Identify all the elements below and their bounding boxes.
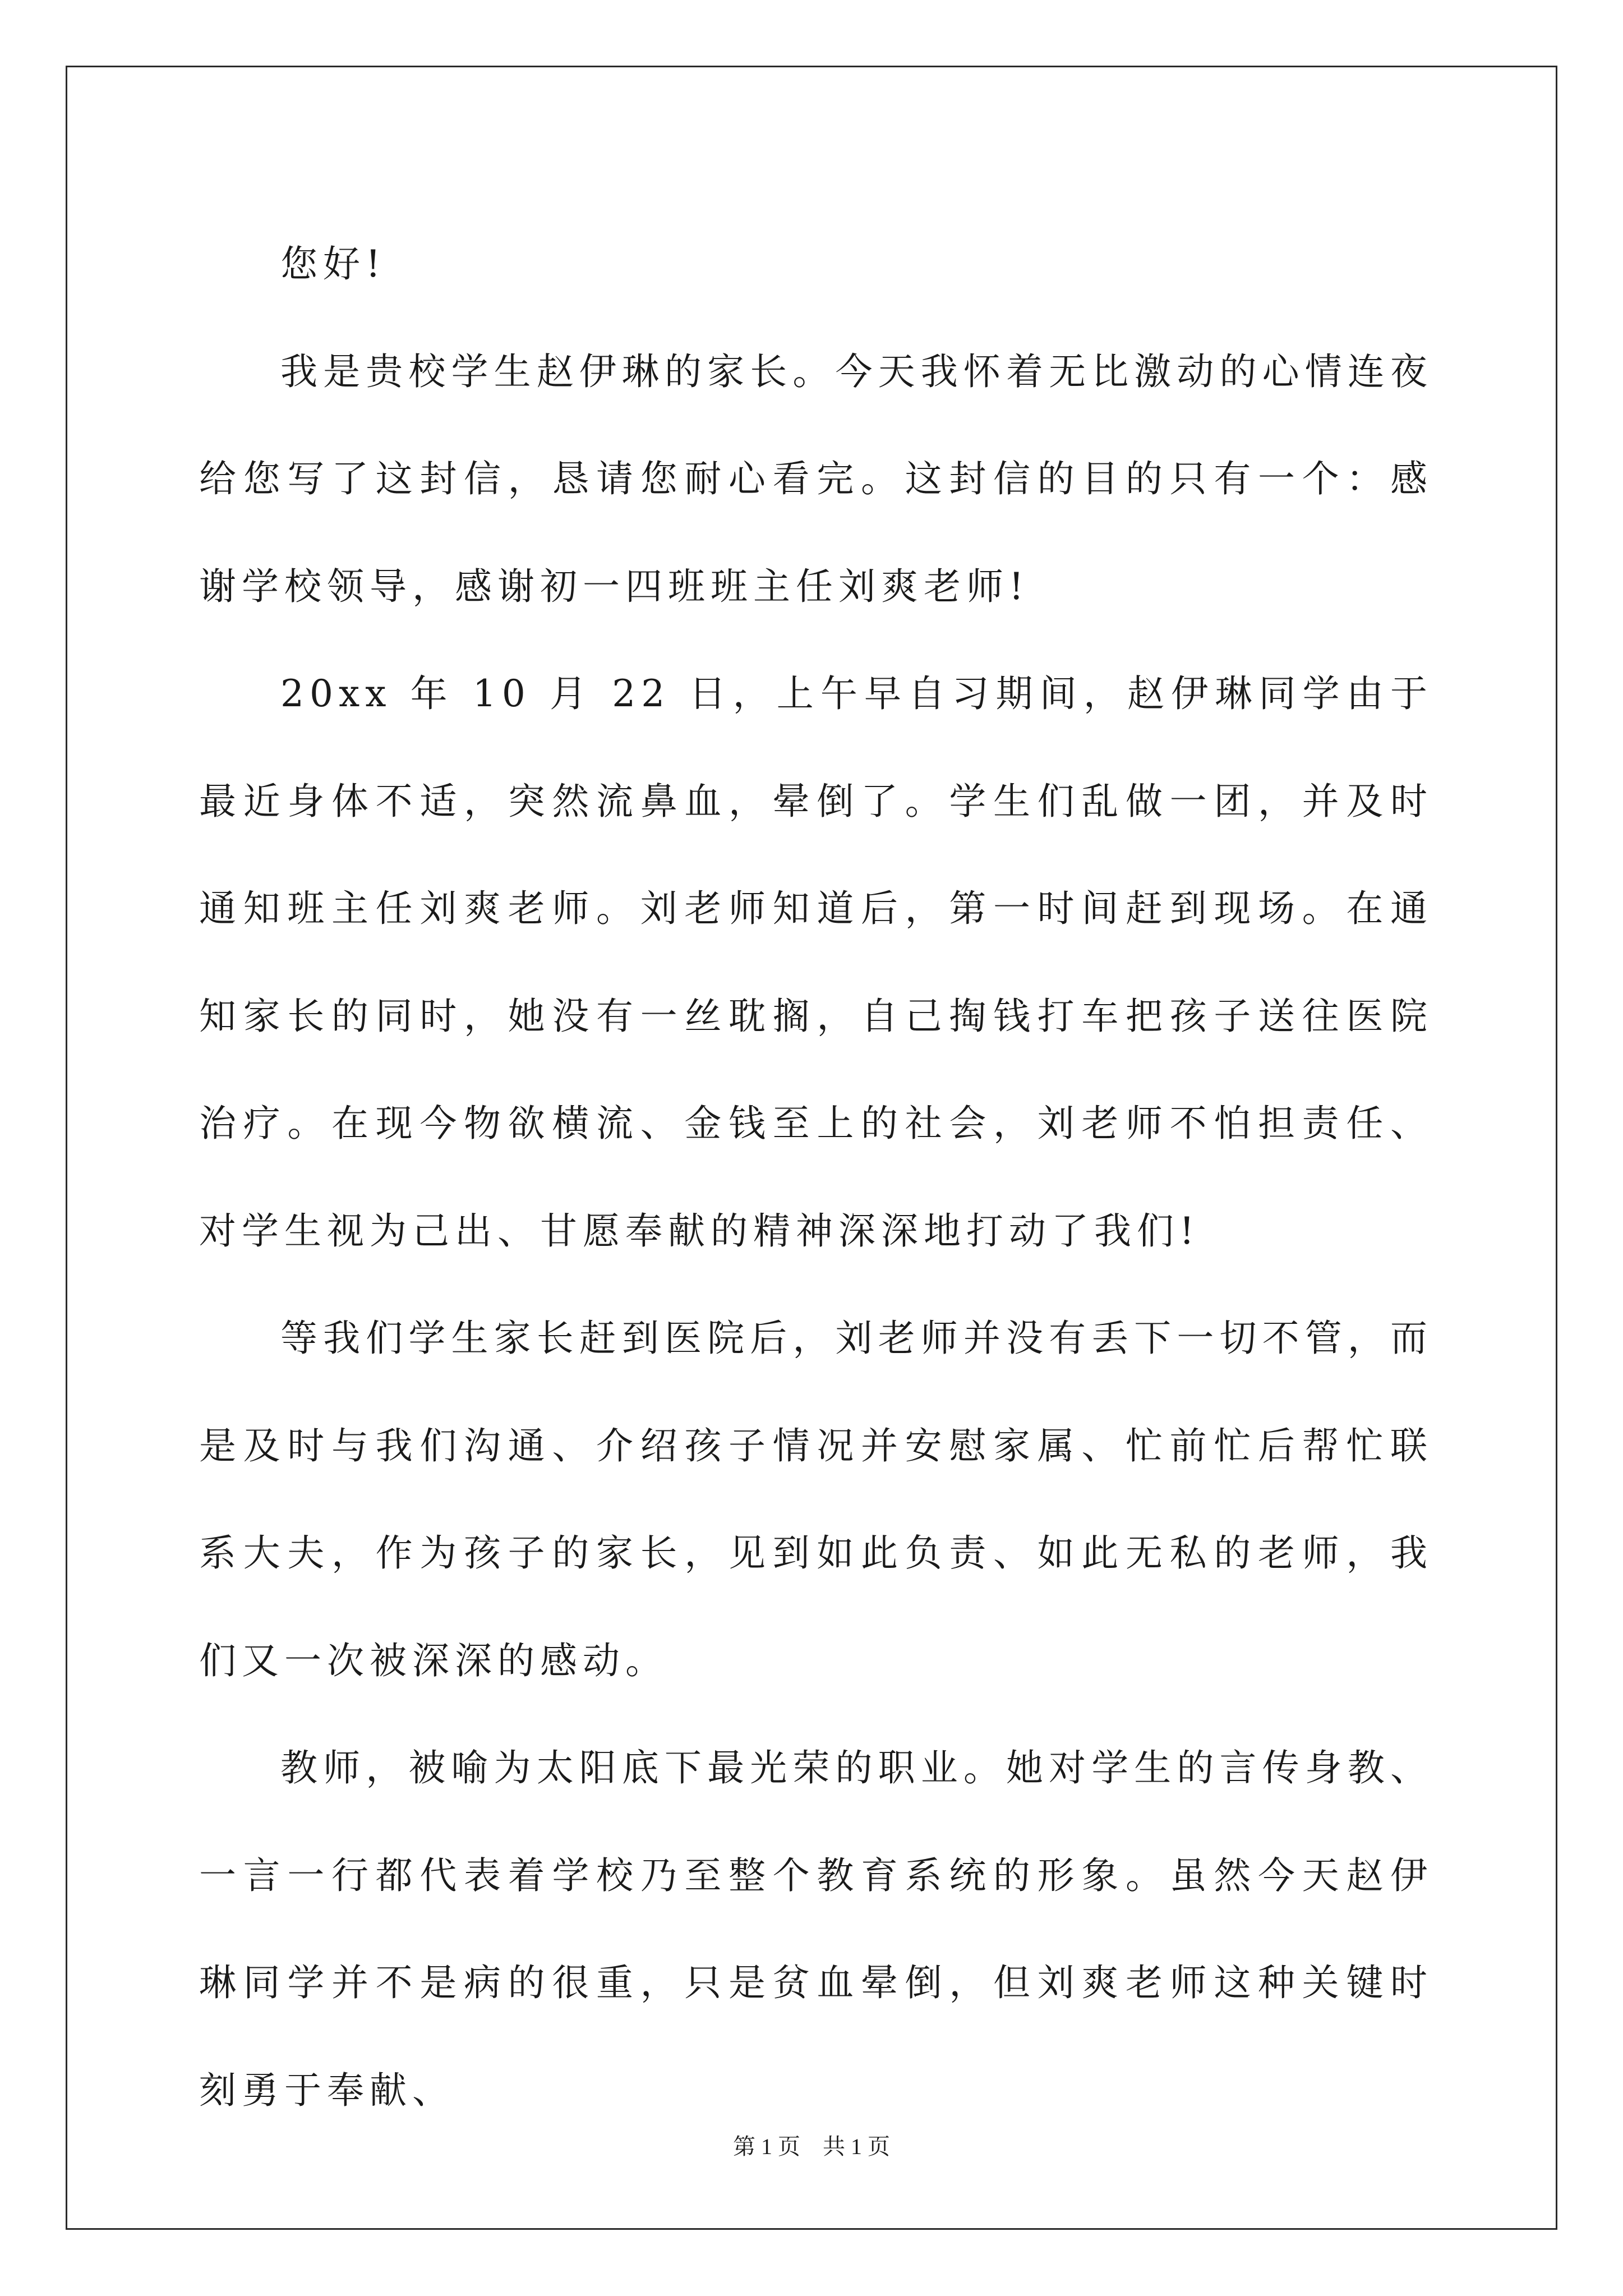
document-body <box>199 210 1433 2144</box>
paragraph-introduction: 我是贵校学生赵伊琳的家长。今天我怀着无比激动的心情连夜给您写了这封信，恳请您耐心看完。这封信的目的只有一个：感谢学校领导，感谢初一四班班主任刘爽老师! <box>199 349 1433 608</box>
paragraph-hospital: 等我们学生家长赶到医院后，刘老师并没有丢下一切不管，而是及时与我们沟通、介绍孩子情况并安慰家属、忙前忙后帮忙联系大夫，作为孩子的家长，见到如此负责、如此无私的老师，我们又一次被深深的感动。 <box>199 1317 1433 1682</box>
paragraph-teacher-praise: 教师，被喻为太阳底下最光荣的职业。她对学生的言传身教、一言一行都代表着学校乃至整个教育系统的形象。虽然今天赵伊琳同学并不是病的很重，只是贫血晕倒，但刘爽老师这种关键时刻勇于奉献、 <box>199 1746 1433 2112</box>
paragraph-incident: 20xx 年 10 月 22 日，上午早自习期间，赵伊琳同学由于最近身体不适，突然流鼻血，晕倒了。学生们乱做一团，并及时通知班主任刘爽老师。刘老师知道后，第一时间赶到现场。在通知家长的同时，她没有一丝耽搁，自己掏钱打车把孩子送往医院治疗。在现今物欲横流、金钱至上的社会，刘老师不怕担责任、对学生视为己出、甘愿奉献的精神深深地打动了我们! <box>199 672 1433 1253</box>
page-footer: 第 1 页 共 1 页 <box>733 2134 890 2159</box>
paragraph-greeting: 您好! <box>280 242 386 286</box>
